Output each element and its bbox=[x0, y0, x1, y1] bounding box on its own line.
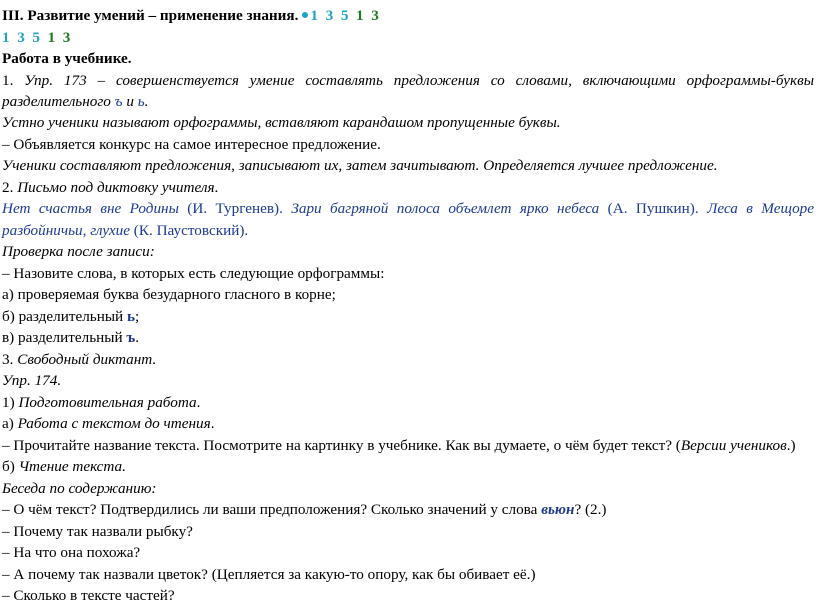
check-title: Проверка после записи: bbox=[2, 243, 155, 260]
item-b-label: б) разделительный bbox=[2, 308, 124, 325]
quote-2: Зари багряной полоса объемлет ярко небеса bbox=[291, 200, 600, 217]
author-2: (А. Пушкин). bbox=[607, 200, 699, 217]
question-1 bbox=[2, 499, 814, 520]
period: . bbox=[214, 179, 219, 196]
exercise-173-line bbox=[2, 70, 814, 91]
digit: 3 bbox=[325, 7, 334, 24]
soft-sign-letter: ь bbox=[126, 308, 136, 325]
item-number: 1) bbox=[2, 394, 15, 411]
conjunction: и bbox=[126, 93, 134, 110]
contest-line: – Объявляется конкурс на самое интересное предложение. bbox=[2, 136, 381, 153]
digit: 1 bbox=[47, 29, 56, 46]
exercise-173-text-cont: разделительного bbox=[2, 93, 111, 110]
digits-row bbox=[2, 27, 814, 48]
read-title-line bbox=[2, 435, 814, 456]
digit: 3 bbox=[62, 29, 71, 46]
item-a: а) проверяемая буква безударного гласного в корне; bbox=[2, 286, 336, 303]
pre-reading-text: Работа с текстом до чтения bbox=[17, 415, 211, 432]
item-number: 2. bbox=[2, 179, 14, 196]
talk-title: Беседа по содержанию: bbox=[2, 480, 157, 497]
versions-note: Версии учеников bbox=[680, 437, 787, 454]
students-line: Ученики составляют предложения, записывают их, затем зачитывают. Определяется лучшее предложение. bbox=[2, 157, 718, 174]
dictation-text: Письмо под диктовку учителя bbox=[17, 179, 215, 196]
quote-3: Леса в Мещоре bbox=[707, 200, 815, 217]
item-number: 1. bbox=[2, 72, 14, 89]
period: . bbox=[135, 329, 140, 346]
item-label: а) bbox=[2, 415, 14, 432]
digit: 1 bbox=[2, 29, 10, 46]
exercise-174: Упр. 174. bbox=[2, 372, 62, 389]
section-heading-line bbox=[2, 5, 814, 26]
digit: 5 bbox=[340, 7, 349, 24]
textbook-work-title: Работа в учебнике. bbox=[2, 50, 132, 67]
task-words: – Назовите слова, в которых есть следующие орфограммы: bbox=[2, 265, 385, 282]
free-dictation-text: Свободный диктант. bbox=[17, 351, 157, 368]
quote-3-cont: разбойничьи, глухие bbox=[2, 222, 130, 239]
period: . bbox=[196, 394, 201, 411]
digit: 1 bbox=[310, 7, 319, 24]
digit: 1 bbox=[356, 7, 364, 24]
semicolon: ; bbox=[135, 308, 140, 325]
quotes-line-cont bbox=[2, 220, 814, 241]
question-3: – На что она похожа? bbox=[2, 544, 141, 561]
item-c-label: в) разделительный bbox=[2, 329, 123, 346]
digit: 3 bbox=[371, 7, 379, 24]
item-c bbox=[2, 327, 814, 348]
question-5: – Сколько в тексте частей? bbox=[2, 587, 175, 604]
pre-reading-line bbox=[2, 413, 814, 434]
reading-line bbox=[2, 456, 814, 477]
period: . bbox=[210, 415, 215, 432]
quote-1: Нет счастья вне Родины bbox=[2, 200, 179, 217]
hard-sign-letter: ъ bbox=[126, 329, 136, 346]
digit: 5 bbox=[32, 29, 40, 46]
reading-text: Чтение текста. bbox=[18, 458, 126, 475]
item-number: 3. bbox=[2, 351, 14, 368]
question-1-end: ? (2.) bbox=[574, 501, 607, 518]
prep-work-line bbox=[2, 392, 814, 413]
question-2: – Почему так назвали рыбку? bbox=[2, 523, 193, 540]
read-title-text: – Прочитайте название текста. Посмотрите на картинку в учебнике. Как вы думаете, о чём будет текст? ( bbox=[2, 437, 681, 454]
item-label: б) bbox=[2, 458, 15, 475]
highlighted-word: вьюн bbox=[541, 501, 575, 518]
item-b bbox=[2, 306, 814, 327]
author-1: (И. Тургенев). bbox=[187, 200, 283, 217]
prep-work-text: Подготовительная работа bbox=[18, 394, 197, 411]
bullet-dot-icon bbox=[302, 12, 308, 18]
hard-sign-letter: ъ bbox=[114, 93, 123, 110]
digit: 3 bbox=[17, 29, 25, 46]
oral-task-line: Устно ученики называют орфограммы, вставляют карандашом пропущенные буквы. bbox=[2, 114, 561, 131]
exercise-173-continued bbox=[2, 91, 814, 112]
question-1-text: – О чём текст? Подтвердились ли ваши предположения? Сколько значений у слова bbox=[2, 501, 538, 518]
question-4: – А почему так назвали цветок? (Цепляется за какую-то опору, как бы обивает её.) bbox=[2, 566, 536, 583]
soft-sign-letter: ь bbox=[137, 93, 145, 110]
author-3: (К. Паустовский). bbox=[133, 222, 249, 239]
exercise-173-text: Упр. 173 – совершенствуется умение составлять предложения со словами, включающими орфограммы-буквы bbox=[24, 72, 814, 89]
quotes-line bbox=[2, 198, 814, 219]
section-heading: III. Развитие умений – применение знания. bbox=[2, 7, 299, 24]
free-dictation-line bbox=[2, 349, 814, 370]
dictation-line bbox=[2, 177, 814, 198]
period: . bbox=[144, 93, 149, 110]
closing-paren: .) bbox=[786, 437, 796, 454]
